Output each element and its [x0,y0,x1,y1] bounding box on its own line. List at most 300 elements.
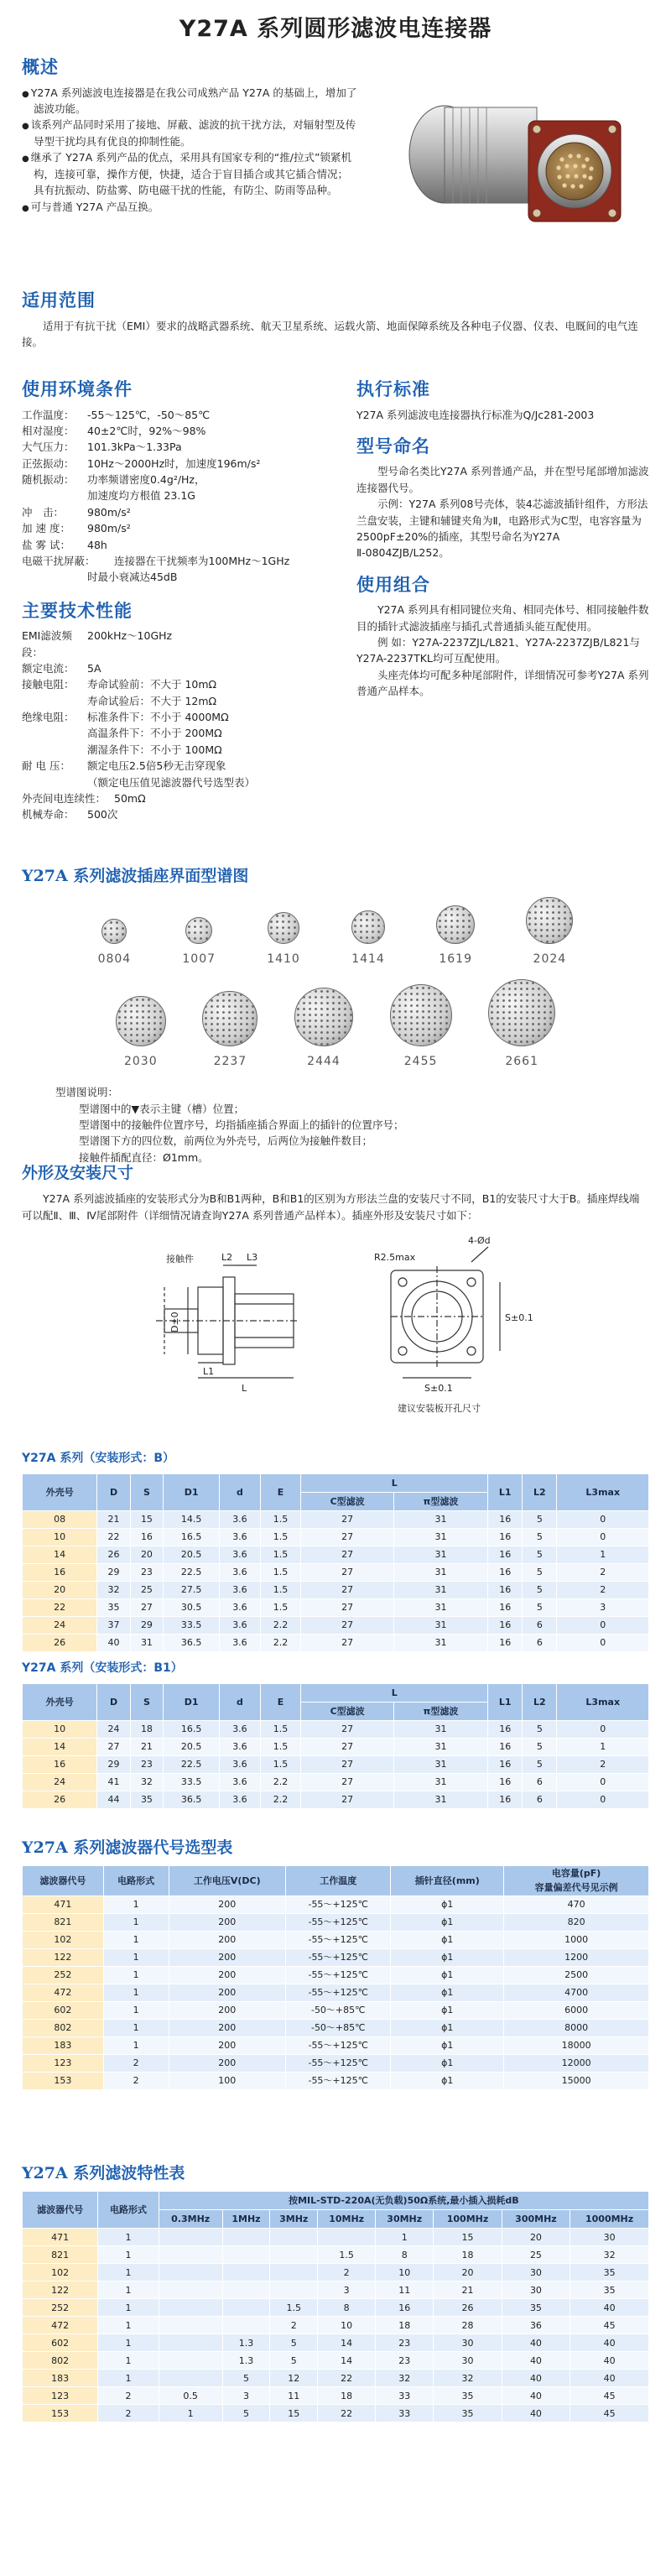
table-header-cell: 30MHz [376,2210,434,2229]
interface-face-icon [351,910,385,944]
drawing-label: 4-Ød [468,1235,491,1247]
spec-row [22,456,348,472]
spec-key: 接触电阻： [22,678,75,691]
table-cell: 20.5 [164,1546,220,1563]
table-row [23,2054,649,2072]
spec-key: 工作温度： [22,408,75,421]
drawing-label: L [242,1383,247,1395]
standard-text: Y27A 系列滤波电连接器执行标准为Q/Jc281-2003 [356,408,595,421]
combo-heading: 使用组合 [356,574,430,595]
table-cell: 27 [130,1598,163,1616]
spec-row [22,553,348,569]
overview-heading: 概述 [22,57,59,77]
table-cell: 31 [393,1598,487,1616]
spec-row [22,472,348,488]
table-header-cell: D [97,1683,130,1720]
table-cell: 37 [97,1616,130,1634]
table-cell: 44 [97,1791,130,1808]
interface-label: 0804 [97,952,132,967]
spec-value: 48h [87,538,107,551]
table-row [23,1931,649,1948]
table-cell: 122 [23,1948,104,1966]
interface-item [436,905,475,968]
table-row [23,2072,649,2089]
table-cell: -50～+85℃ [286,2001,391,2019]
combo-para: Y27A 系列具有相同键位夹角、相同壳体号、相同接触件数目的插针式滤波插座与插孔式普通插头能互配使用。 [356,603,649,633]
table-cell [159,2370,222,2387]
table-cell [270,2229,318,2246]
table-cell [222,2246,270,2264]
interface-item [267,912,300,968]
table-cell: 102 [23,2264,98,2281]
spec-row [22,742,348,758]
table-cell: 27 [301,1563,394,1581]
table-cell: 6 [523,1791,557,1808]
env-list [22,407,348,586]
table-cell: ϕ1 [391,2054,504,2072]
table-cell: 5 [523,1510,557,1528]
table-header-row [23,1473,649,1492]
table-cell: ϕ1 [391,2036,504,2054]
table-b-section [0,1450,671,1648]
table-cell: 40 [502,2370,570,2387]
overview-item: ● 继承了 Y27A 系列产品的优点，采用具有国家专利的“推/拉式”锁紧机构，连接可靠，操作方便，快捷，适合于盲目插合或其它插合情况；具有抗振动、防盐雾、防电磁干扰的性能，有防尘、防雨等品种。 [22,149,357,198]
table-cell: 6 [523,1616,557,1634]
table-cell: 1 [103,2019,169,2036]
table-cell: -55～+125℃ [286,1895,391,1913]
scope-text: 适用于有抗干扰（EMI）要求的战略武器系统、航天卫星系统、运载火箭、地面保障系统及各种电子仪器、仪表、电厩间的电气连接。 [22,319,638,348]
table-cell: 10 [23,1720,97,1738]
table-cell: 30.5 [164,1598,220,1616]
table-header-cell: 滤波器代号 [23,1866,104,1895]
table-header-row [23,2192,649,2210]
interface-label: 1410 [267,952,300,967]
spec-row [22,709,348,725]
table-cell: 21 [97,1510,130,1528]
table-cell: 26 [23,1634,97,1651]
table-cell: 30 [502,2264,570,2281]
spec-value: 标准条件下：不小于 4000MΩ [87,711,229,724]
spec-row [22,407,348,423]
spec-row [22,774,348,790]
interface-face-icon [185,917,212,944]
table-cell: 45 [570,2405,649,2422]
table-cell: 5 [523,1755,557,1773]
table-cell: 0 [557,1616,649,1634]
table-row [23,2229,649,2246]
table-header-cell: 电路形式 [98,2192,159,2229]
drawing-label: 建议安装板开孔尺寸 [398,1403,481,1415]
filter-char-table [22,2191,649,2422]
table-cell: 470 [504,1895,649,1913]
table-cell: 30 [434,2352,502,2370]
interface-row-2 [22,979,649,1071]
table-cell: 5 [270,2334,318,2352]
table-cell: 1 [103,1931,169,1948]
table-cell: 5 [270,2352,318,2370]
table-row [23,2299,649,2317]
table-cell: 0 [557,1773,649,1791]
table-cell: ϕ1 [391,1931,504,1948]
spec-row [22,488,348,503]
table-cell: 1.5 [260,1563,301,1581]
table-row [23,2405,649,2422]
table-cell: -55～+125℃ [286,2072,391,2089]
table-cell: 22 [23,1598,97,1616]
table-cell: 5 [523,1546,557,1563]
table-cell: 1.5 [318,2246,376,2264]
spec-row [22,676,348,692]
table-cell: 2 [103,2072,169,2089]
table-cell: 23 [376,2352,434,2370]
table-cell: 200 [169,1948,286,1966]
table-row [23,2334,649,2352]
table-cell: 123 [23,2054,104,2072]
combo-para: 例 如：Y27A-2237ZJL/L821、Y27A-2237ZJB/L821与Y27A-2237TKL均可互配使用。 [356,636,640,665]
table-cell: 28 [434,2317,502,2334]
table-cell: 30 [502,2281,570,2299]
table-cell: 10 [376,2264,434,2281]
table-cell: 1.3 [222,2334,270,2352]
spec-value: 潮湿条件下：不小于 100MΩ [87,743,222,756]
table-cell: 32 [130,1773,163,1791]
table-header-cell: 300MHz [502,2210,570,2229]
table-cell: 32 [570,2246,649,2264]
table-cell: 31 [130,1634,163,1651]
table-row [23,2001,649,2019]
shape-section [0,1161,671,1438]
table-cell: 35 [130,1791,163,1808]
spec-key: EMI滤波频段： [22,629,72,659]
filter-code-table [22,1865,649,2089]
table-cell: 2500 [504,1966,649,1984]
table-b-title: Y27A 系列（安装形式：B） [22,1452,174,1465]
table-header-cell: 3MHz [270,2210,318,2229]
table-cell: 20 [502,2229,570,2246]
table-cell: 2.2 [260,1791,301,1808]
table-cell: 20 [434,2264,502,2281]
table-cell: 16 [130,1528,163,1546]
table-cell: 15000 [504,2072,649,2089]
table-cell: 200 [169,2036,286,2054]
spec-row [22,693,348,709]
table-cell: 31 [393,1791,487,1808]
table-cell: 45 [570,2317,649,2334]
spec-key: 电磁干扰屏蔽： [22,554,96,567]
table-cell: 31 [393,1755,487,1773]
table-row [23,1755,649,1773]
table-cell: 1 [98,2352,159,2370]
interface-item [98,919,132,968]
table-cell: 11 [270,2387,318,2405]
table-cell: 3 [222,2387,270,2405]
interface-item [488,979,555,1071]
interface-label: 2030 [123,1054,158,1068]
table-cell: 16 [488,1510,523,1528]
table-cell: 3.6 [220,1634,261,1651]
table-cell: 3.6 [220,1773,261,1791]
table-cell: 5 [523,1528,557,1546]
table-header-cell: L [301,1473,488,1492]
table-cell: 8 [318,2299,376,2317]
table-row [23,1966,649,1984]
spec-key: 加 速 度： [22,522,70,535]
table-cell: 183 [23,2370,98,2387]
table-cell: 40 [570,2352,649,2370]
table-cell: 31 [393,1634,487,1651]
table-cell: 200 [169,1931,286,1948]
table-cell: 31 [393,1738,487,1755]
table-cell: 23 [376,2334,434,2352]
spec-value: -55～125℃，-50～85℃ [87,408,211,421]
table-cell: 802 [23,2352,98,2370]
table-cell: 16 [23,1563,97,1581]
table-cell: 25 [130,1581,163,1598]
table-cell: 2.2 [260,1634,301,1651]
interface-face-icon [390,984,452,1046]
table-row [23,1598,649,1616]
table-cell: 29 [97,1755,130,1773]
table-cell: 18 [376,2317,434,2334]
table-cell: 200 [169,2019,286,2036]
spec-row [22,569,348,585]
dimension-drawing [22,1228,649,1421]
table-cell: -55～+125℃ [286,1984,391,2001]
table-cell: 1 [103,1948,169,1966]
table-cell: 821 [23,1913,104,1931]
interface-item [116,996,166,1071]
table-cell: 22 [318,2370,376,2387]
table-cell: 1 [98,2246,159,2264]
specs-columns [0,371,671,858]
table-row [23,1948,649,1966]
table-cell: 26 [434,2299,502,2317]
table-header-cell: D [97,1473,130,1510]
table-row [23,2317,649,2334]
table-cell: 27 [301,1738,394,1755]
table-cell: 26 [23,1791,97,1808]
naming-heading: 型号命名 [356,435,430,456]
table-cell: 1 [98,2317,159,2334]
table-header-cell: 100MHz [434,2210,502,2229]
spec-key: 随机振动： [22,473,75,487]
table-cell: 32 [376,2370,434,2387]
spec-key: 绝缘电阻： [22,711,75,724]
table-cell: 3.6 [220,1738,261,1755]
spec-row [22,537,348,553]
table-cell: 1 [98,2264,159,2281]
table-cell: 153 [23,2405,98,2422]
table-row [23,1616,649,1634]
table-cell: 35 [502,2299,570,2317]
table-cell: 16 [488,1581,523,1598]
tech-heading: 主要技术性能 [22,600,133,621]
table-cell: 31 [393,1546,487,1563]
table-cell: 24 [97,1720,130,1738]
table-cell: 18 [130,1720,163,1738]
table-cell: 1 [98,2370,159,2387]
table-header-cell: S [130,1683,163,1720]
table-cell: 1 [98,2299,159,2317]
spec-key: 耐 电 压： [22,759,70,773]
table-cell: 1 [103,2036,169,2054]
table-row [23,1528,649,1546]
interface-notes [22,1084,649,1165]
table-cell: 22 [97,1528,130,1546]
table-header-cell: L1 [488,1473,523,1510]
table-cell: 471 [23,2229,98,2246]
table-cell: 472 [23,2317,98,2334]
spec-key: 额定电流： [22,661,75,675]
table-row [23,1581,649,1598]
note-item: 接触件插配直径：Ø1mm。 [79,1150,209,1164]
table-header-cell: E [260,1473,301,1510]
interface-item [526,897,573,968]
table-cell: 16.5 [164,1720,220,1738]
spec-key [22,569,87,585]
table-cell: 821 [23,2246,98,2264]
table-cell [159,2334,222,2352]
table-cell: 0 [557,1791,649,1808]
header-line: 电容量(pF) [551,1868,601,1880]
table-cell: ϕ1 [391,2019,504,2036]
table-cell: 14 [318,2352,376,2370]
spec-row [22,758,348,774]
table-cell: 1.5 [260,1546,301,1563]
spec-row [22,806,348,822]
table-cell: ϕ1 [391,1913,504,1931]
table-header-cell: 0.3MHz [159,2210,222,2229]
table-cell: 1 [376,2229,434,2246]
table-header-cell: L3max [557,1683,649,1720]
table-cell: 5 [222,2370,270,2387]
table-cell: 40 [502,2387,570,2405]
table-header-cell: D1 [164,1683,220,1720]
table-cell: 5 [523,1581,557,1598]
table-cell: 2 [557,1563,649,1581]
table-header-cell: 插针直径(mm) [391,1866,504,1895]
table-cell: 1 [98,2281,159,2299]
table-cell: -55～+125℃ [286,1948,391,1966]
table-cell: 22 [318,2405,376,2422]
spec-value: 980m/s² [87,522,131,535]
table-cell: 3.6 [220,1616,261,1634]
table-row [23,2387,649,2405]
table-cell: 16 [488,1528,523,1546]
spec-key [22,774,87,790]
table-cell: 1.5 [260,1738,301,1755]
page-title: Y27A 系列圆形滤波电连接器 [179,16,492,42]
table-cell: 16 [488,1720,523,1738]
table-cell: 16.5 [164,1528,220,1546]
drawing-label: L1 [203,1366,215,1378]
table-header-cell [504,1866,649,1895]
table-cell: 35 [97,1598,130,1616]
table-row [23,2246,649,2264]
table-cell: 22.5 [164,1563,220,1581]
table-cell: 1.5 [260,1755,301,1773]
interface-label: 2024 [533,952,567,967]
table-row [23,1634,649,1651]
spec-row [22,504,348,520]
table-cell: 35 [434,2405,502,2422]
table-cell: 27.5 [164,1581,220,1598]
table-header-cell: L3max [557,1473,649,1510]
standard-heading: 执行标准 [356,379,430,399]
table-cell: 252 [23,2299,98,2317]
table-cell: 200 [169,1984,286,2001]
table-cell: 5 [523,1563,557,1581]
drawing-label: S±0.1 [424,1383,453,1395]
table-cell: 802 [23,2019,104,2036]
table-cell: ϕ1 [391,2001,504,2019]
table-cell [270,2264,318,2281]
table-cell: 2.2 [260,1616,301,1634]
overview-section [0,54,671,282]
table-cell: 3.6 [220,1563,261,1581]
drawing-label: 接触件 [166,1254,194,1265]
table-cell: 100 [169,2072,286,2089]
interface-face-icon [202,991,257,1046]
table-cell: 18000 [504,2036,649,2054]
table-cell: 3 [557,1598,649,1616]
table-row [23,1773,649,1791]
table-cell [222,2281,270,2299]
table-cell [159,2246,222,2264]
scope-heading: 适用范围 [22,290,96,310]
tech-list [22,628,348,823]
table-cell: 1 [103,1913,169,1931]
note-item: 型谱图中的接触件位置序号，均指插座插合界面上的插针的位置序号； [79,1118,404,1131]
table-cell: 1 [98,2229,159,2246]
table-cell: 27 [301,1616,394,1634]
table-cell: 10 [23,1528,97,1546]
combo-para: 头座壳体均可配多种尾部附件，详细情况可参考Y27A 系列普通产品样本。 [356,668,649,698]
interface-face-icon [436,905,475,944]
table-header-cell: 10MHz [318,2210,376,2229]
table-cell: 27 [301,1755,394,1773]
table-cell: 21 [130,1738,163,1755]
note-item: 型谱图下方的四位数，前两位为外壳号，后两位为接触件数目； [79,1134,373,1148]
table-cell: -50～+85℃ [286,2019,391,2036]
table-cell: 20 [130,1546,163,1563]
table-cell: 3.6 [220,1546,261,1563]
table-cell: 12 [270,2370,318,2387]
note-item: 型谱图中的▼表示主键（槽）位置； [79,1102,245,1115]
table-row [23,1546,649,1563]
table-cell: 3.6 [220,1755,261,1773]
table-cell: 5 [523,1598,557,1616]
table-cell: 35 [570,2281,649,2299]
interface-face-icon [101,919,127,944]
spec-value: 连接器在干扰频率为100MHz～1GHz [114,554,290,567]
table-cell: 0 [557,1720,649,1738]
table-cell: 27 [301,1581,394,1598]
table-header-cell: π型滤波 [393,1702,487,1720]
table-cell: 2 [557,1755,649,1773]
table-cell: 3.6 [220,1720,261,1738]
table-cell: 15 [434,2229,502,2246]
env-heading: 使用环境条件 [22,379,133,399]
table-cell: 23 [130,1563,163,1581]
spec-value: 101.3kPa～1.33Pa [87,441,182,454]
spec-value: 高温条件下：不小于 200MΩ [87,727,222,740]
table-cell: 1 [557,1738,649,1755]
table-cell: 1 [557,1546,649,1563]
spec-value: 寿命试验前：不大于 10mΩ [87,678,217,691]
table-cell: 3.6 [220,1791,261,1808]
table-cell: 31 [393,1510,487,1528]
